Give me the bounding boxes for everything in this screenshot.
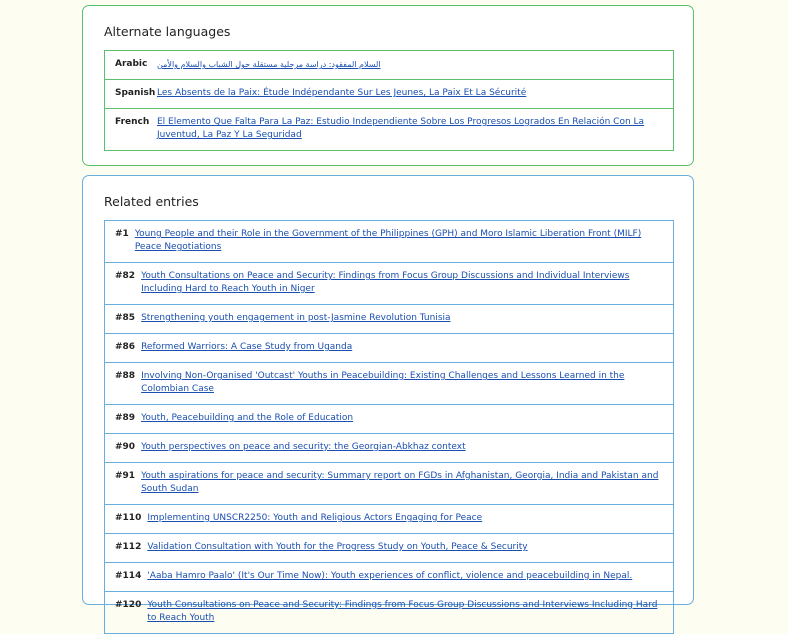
- related-entry-row: [105, 404, 673, 433]
- entry-link[interactable]: Youth Consultations on Peace and Security: Findings from Focus Group Discussions and Individual Interviews Including Hard to Reach Youth in Niger: [141, 271, 630, 294]
- entry-link[interactable]: Implementing UNSCR2250: Youth and Religious Actors Engaging for Peace: [147, 513, 483, 523]
- entry-link[interactable]: Young People and their Role in the Government of the Philippines (GPH) and Moro Islamic Liberation Front (MILF) Peace Negotiations: [134, 229, 642, 252]
- related-entries-heading: Related entries: [104, 194, 199, 209]
- entry-number: #85: [115, 313, 136, 323]
- alternate-languages-heading: Alternate languages: [104, 24, 231, 39]
- related-entries-card: [82, 175, 694, 623]
- related-entry-row: [105, 591, 673, 633]
- entry-link[interactable]: Youth perspectives on peace and security: the Georgian-Abkhaz context: [141, 442, 466, 452]
- entry-number: #88: [115, 371, 136, 381]
- language-link-arabic[interactable]: السلام المفقود: دراسة مرحلية مستقلة حول الشباب والسلام والأمن: [157, 60, 381, 69]
- language-row-arabic: [105, 51, 673, 79]
- related-entries-list: [104, 220, 674, 634]
- related-entry-row: [105, 562, 673, 591]
- entry-number: #110: [115, 513, 142, 523]
- related-entry-row: [105, 433, 673, 462]
- entry-link[interactable]: Strengthening youth engagement in post-Jasmine Revolution Tunisia: [141, 313, 451, 323]
- language-label: French: [115, 117, 150, 127]
- entry-link[interactable]: Validation Consultation with Youth for the Progress Study on Youth, Peace & Security: [147, 542, 528, 552]
- entry-number: #89: [115, 413, 136, 423]
- entry-number: #1: [115, 229, 129, 239]
- entry-link[interactable]: 'Aaba Hamro Paalo' (It's Our Time Now): Youth experiences of conflict, violence and peacebuilding in Nepal.: [147, 571, 633, 581]
- related-entry-row: [105, 462, 673, 504]
- related-entry-row: [105, 262, 673, 304]
- entry-link[interactable]: Youth aspirations for peace and security: Summary report on FGDs in Afghanistan, Georgia, India and Pakistan and South Sudan: [141, 471, 659, 494]
- entry-number: #120: [115, 600, 142, 610]
- alternate-languages-card: [82, 5, 694, 166]
- language-label: Arabic: [115, 59, 148, 69]
- entry-number: #90: [115, 442, 136, 452]
- entry-number: #86: [115, 342, 136, 352]
- entry-number: #91: [115, 471, 136, 481]
- language-link-spanish[interactable]: Les Absents de la Paix: Étude Indépendante Sur Les Jeunes, La Paix Et La Sécurité: [157, 88, 527, 98]
- language-row-spanish: [105, 79, 673, 108]
- related-entry-row: [105, 504, 673, 533]
- related-entry-row: [105, 362, 673, 404]
- entry-number: #114: [115, 571, 142, 581]
- entry-number: #82: [115, 271, 136, 281]
- related-entry-row: [105, 304, 673, 333]
- language-row-french: [105, 108, 673, 150]
- language-link-french[interactable]: El Elemento Que Falta Para La Paz: Estudio Independiente Sobre Los Progresos Logrados En Relación Con La Juventud, La Paz Y La Seguridad: [157, 117, 645, 140]
- entry-link[interactable]: Youth, Peacebuilding and the Role of Education: [141, 413, 354, 423]
- related-entry-row: [105, 533, 673, 562]
- language-label: Spanish: [115, 88, 156, 98]
- alternate-languages-list: [104, 50, 674, 151]
- entry-link[interactable]: Involving Non-Organised 'Outcast' Youths in Peacebuilding: Existing Challenges and Lessons Learned in the Colombian Case: [141, 371, 625, 394]
- entry-number: #112: [115, 542, 142, 552]
- related-entry-row: [105, 221, 673, 262]
- related-entry-row: [105, 333, 673, 362]
- entry-link[interactable]: Reformed Warriors: A Case Study from Uganda: [141, 342, 353, 352]
- entry-link[interactable]: Youth Consultations on Peace and Security: Findings from Focus Group Discussions and Interviews Including Hard to Reach Youth: [147, 600, 658, 623]
